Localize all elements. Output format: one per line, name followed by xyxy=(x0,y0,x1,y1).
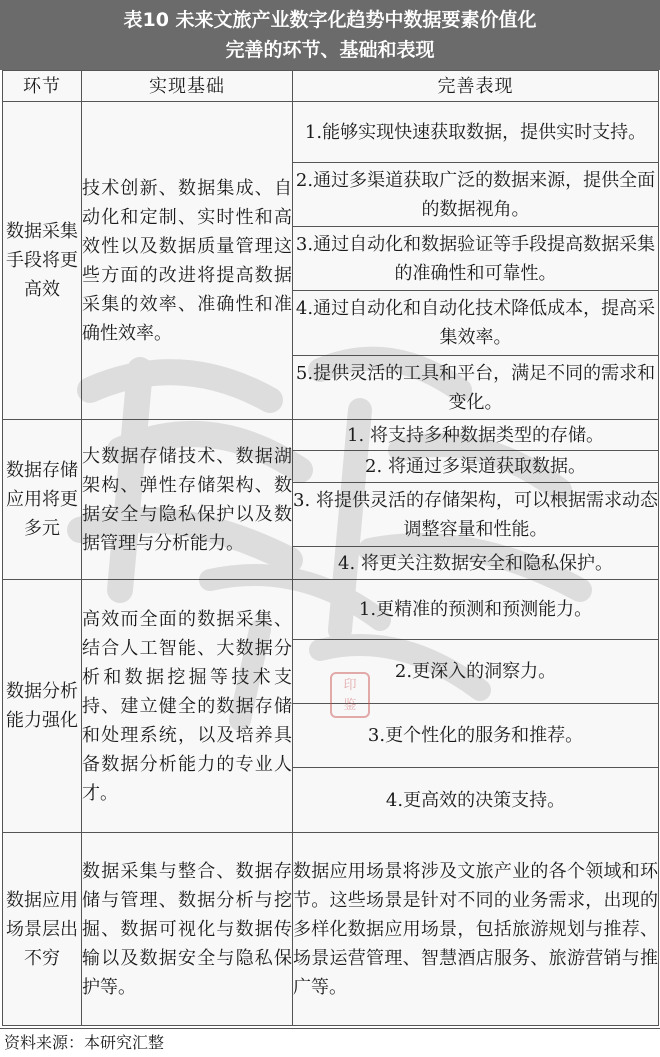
basis-cell: 大数据存储技术、数据湖架构、弹性存储架构、数据安全与隐私保护以及数据管理与分析能力。 xyxy=(82,420,293,580)
performance-item: 2.通过多渠道获取广泛的数据来源，提供全面的数据视角。 xyxy=(293,163,659,227)
table-row xyxy=(3,102,659,163)
table-row xyxy=(3,580,659,640)
performance-item: 1.更精准的预测和预测能力。 xyxy=(293,580,659,640)
basis-cell: 高效而全面的数据采集、结合人工智能、大数据分析和数据挖掘等技术支持、建立健全的数据存储和处理系统，以及培养具备数据分析能力的专业人才。 xyxy=(82,580,293,833)
header-performance: 完善表现 xyxy=(293,71,659,102)
performance-item: 1.能够实现快速获取数据，提供实时支持。 xyxy=(293,102,659,163)
performance-item: 4.通过自动化和自动化技术降低成本，提高采集效率。 xyxy=(293,291,659,356)
basis-cell: 数据采集与整合、数据存储与管理、数据分析与挖掘、数据可视化与数据传输以及数据安全与隐私保护等。 xyxy=(82,833,293,1026)
table-title-line-2: 完善的环节、基础和表现 xyxy=(225,39,435,61)
table-row xyxy=(3,420,659,451)
performance-item: 2. 将通过多渠道获取数据。 xyxy=(293,451,659,483)
performance-item: 2.更深入的洞察力。 xyxy=(293,640,659,704)
header-basis: 实现基础 xyxy=(82,71,293,102)
table-title-line-1: 表10 未来文旅产业数字化趋势中数据要素价值化 xyxy=(123,9,537,31)
seal-stamp: 印 鉴 xyxy=(330,672,370,718)
header-stage: 环节 xyxy=(3,71,82,102)
stage-cell: 数据应用场景层出不穷 xyxy=(3,833,82,1026)
performance-item: 1. 将支持多种数据类型的存储。 xyxy=(293,420,659,451)
performance-item: 4. 将更关注数据安全和隐私保护。 xyxy=(293,547,659,580)
performance-item: 3.更个性化的服务和推荐。 xyxy=(293,704,659,768)
basis-cell: 技术创新、数据集成、自动化和定制、实时性和高效性以及数据质量管理这些方面的改进将提高数据采集的效率、准确性和准确性效率。 xyxy=(82,102,293,420)
performance-item: 3. 将提供灵活的存储架构，可以根据需求动态调整容量和性能。 xyxy=(293,483,659,547)
source-note: 资料来源：本研究汇整 xyxy=(0,1028,660,1057)
performance-item: 3.通过自动化和数据验证等手段提高数据采集的准确性和可靠性。 xyxy=(293,227,659,291)
data-element-table xyxy=(2,70,659,1026)
stage-cell: 数据存储应用将更多元 xyxy=(3,420,82,580)
performance-cell: 数据应用场景将涉及文旅产业的各个领域和环节。这些场景是针对不同的业务需求，出现的多样化数据应用场景，包括旅游规划与推荐、场景运营管理、智慧酒店服务、旅游营销与推广等。 xyxy=(293,833,659,1026)
stage-cell: 数据分析能力强化 xyxy=(3,580,82,833)
table-title xyxy=(0,0,660,70)
stage-cell: 数据采集手段将更高效 xyxy=(3,102,82,420)
header-row xyxy=(3,71,659,102)
table-row xyxy=(3,833,659,1026)
performance-item: 5.提供灵活的工具和平台，满足不同的需求和变化。 xyxy=(293,356,659,420)
performance-item: 4.更高效的决策支持。 xyxy=(293,768,659,833)
